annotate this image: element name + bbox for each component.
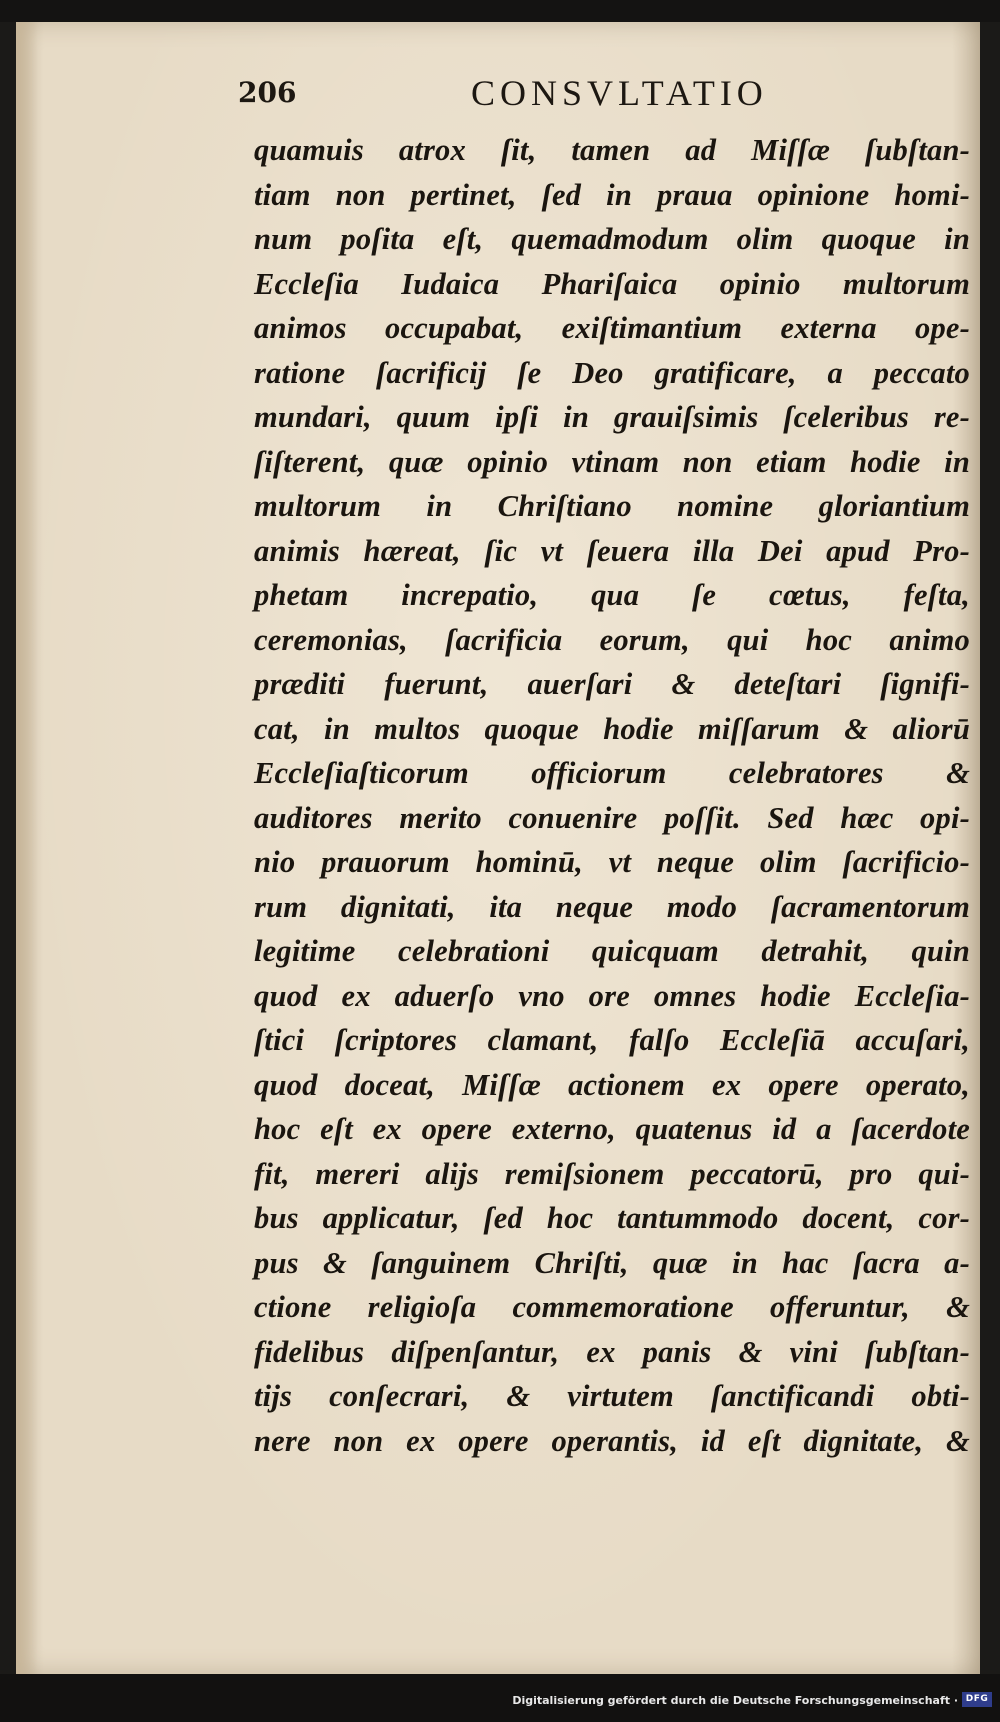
text-line: mundari, quum ipſi in grauiſsimis ſceleribus re- — [254, 400, 970, 434]
text-line: ceremonias, ſacrificia eorum, qui hoc animo — [254, 622, 970, 657]
dfg-logo: DFG — [962, 1692, 992, 1707]
funding-credit: Digitalisierung gefördert durch die Deutsche Forschungsgemeinschaft · — [512, 1694, 958, 1707]
running-title: CONSVLTATIO — [471, 73, 768, 113]
scan-top-edge — [0, 0, 1000, 22]
text-line: cat, in multos quoque hodie miſſarum & aliorū — [254, 711, 970, 746]
text-line: præditi fuerunt, auerſari & deteſtari ſignifi- — [254, 667, 970, 701]
text-line: auditores merito conuenire poſſit. Sed hæc opi- — [254, 800, 970, 835]
text-line: quamuis atrox ſit, tamen ad Miſſæ ſubſtan- — [254, 133, 970, 167]
text-line: nio prauorum hominū, vt neque olim ſacrificio- — [254, 845, 970, 879]
text-line: pus & ſanguinem Chriſti, quæ in hac ſacra a- — [254, 1245, 970, 1280]
text-line: tiam non pertinet, ſed in praua opinione homi- — [254, 177, 970, 212]
page-number: 206 — [238, 76, 297, 109]
text-line: nere non ex opere operantis, id eſt dignitate, & — [254, 1423, 970, 1458]
text-line: tijs conſecrari, & virtutem ſanctificandi obti- — [254, 1379, 970, 1413]
text-line: phetam increpatio, qua ſe cœtus, feſta, — [254, 578, 970, 612]
text-line: num poſita eſt, quemadmodum olim quoque in — [254, 222, 970, 256]
text-line: quod ex aduerſo vno ore omnes hodie Eccleſia- — [254, 978, 970, 1013]
text-line: legitime celebrationi quicquam detrahit, quin — [254, 934, 970, 968]
body-text — [254, 128, 970, 1463]
text-line: ſtici ſcriptores clamant, falſo Eccleſiā accuſari, — [254, 1023, 970, 1057]
text-line: ratione ſacrificij ſe Deo gratificare, a peccato — [254, 355, 970, 390]
text-line: bus applicatur, ſed hoc tantummodo docent, cor- — [254, 1201, 970, 1235]
text-line: ſiſterent, quæ opinio vtinam non etiam hodie in — [254, 444, 970, 479]
text-line: rum dignitati, ita neque modo ſacramentorum — [254, 889, 970, 924]
digitization-footer — [0, 1674, 1000, 1722]
page-spine-shadow — [16, 22, 38, 1674]
text-line: Eccleſia Iudaica Phariſaica opinio multorum — [254, 266, 970, 301]
text-line: fidelibus diſpenſantur, ex panis & vini ſubſtan- — [254, 1334, 970, 1369]
text-line: quod doceat, Miſſæ actionem ex opere operato, — [254, 1067, 970, 1102]
text-line: hoc eſt ex opere externo, quatenus id a ſacerdote — [254, 1112, 970, 1146]
text-line: animis hæreat, ſic vt ſeuera illa Dei apud Pro- — [254, 533, 970, 568]
text-line: multorum in Chriſtiano nomine gloriantium — [254, 489, 970, 523]
text-line: Eccleſiaſticorum officiorum celebratores & — [254, 756, 970, 790]
text-line: ctione religioſa commemoratione offeruntur, & — [254, 1290, 970, 1324]
text-line: fit, mereri alijs remiſsionem peccatorū, pro qui- — [254, 1156, 970, 1191]
text-line: animos occupabat, exiſtimantium externa ope- — [254, 311, 970, 345]
book-page — [16, 22, 980, 1674]
running-head — [16, 72, 980, 116]
